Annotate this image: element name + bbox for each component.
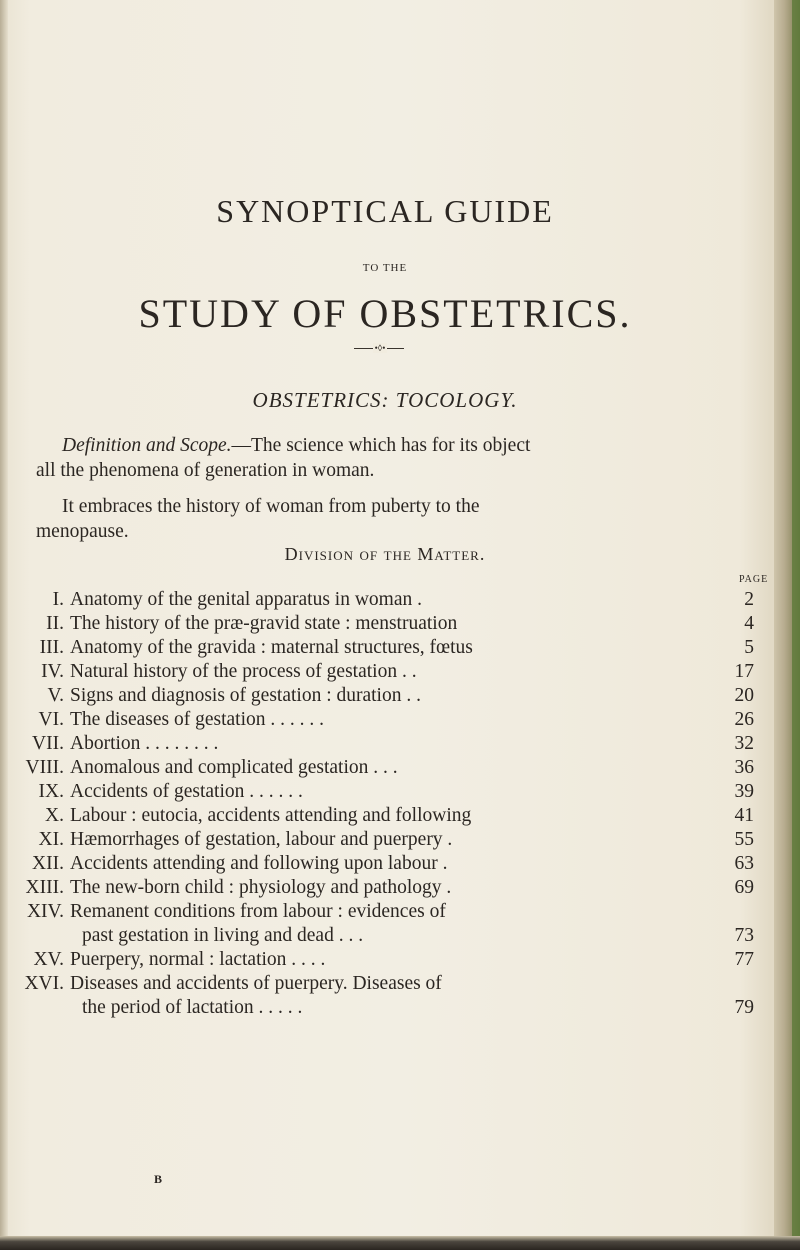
chapter-title: The history of the præ-gravid state : menstruation	[70, 613, 458, 634]
chapter-title: Anatomy of the gravida : maternal structures, fœtus	[70, 637, 473, 658]
chapter-page: 41	[734, 805, 754, 826]
definition-label: Definition and Scope.	[62, 435, 232, 456]
chapter-title: Accidents of gestation . . . . . .	[70, 781, 303, 802]
chapter-title: Anatomy of the genital apparatus in woman .	[70, 589, 422, 610]
chapter-number: X.	[45, 805, 64, 826]
chapter-page: 4	[744, 613, 754, 634]
chapter-number: V.	[47, 685, 64, 706]
chapter-title: past gestation in living and dead . . .	[82, 925, 364, 946]
page-left-edge	[0, 0, 8, 1250]
title-line-3: STUDY OF OBSTETRICS.	[138, 291, 632, 336]
chapter-title: Abortion . . . . . . . .	[70, 733, 219, 754]
chapter-page: 32	[734, 733, 754, 754]
chapter-title: Diseases and accidents of puerpery. Diseases of	[70, 973, 442, 994]
page-column-label: PAGE	[739, 574, 769, 585]
chapter-number: IV.	[41, 661, 64, 682]
chapter-number: II.	[46, 613, 64, 634]
chapter-page: 20	[734, 685, 754, 706]
chapter-page: 77	[734, 949, 754, 970]
chapter-page: 55	[734, 829, 754, 850]
chapter-title: the period of lactation . . . . .	[82, 997, 303, 1018]
title-line-1: SYNOPTICAL GUIDE	[216, 193, 554, 229]
chapter-number: XI.	[38, 829, 64, 850]
chapter-page: 39	[734, 781, 754, 802]
chapter-title: Signs and diagnosis of gestation : duration . .	[70, 685, 421, 706]
chapter-page: 73	[734, 925, 754, 946]
chapter-title: Accidents attending and following upon labour .	[70, 853, 448, 874]
chapter-title: Natural history of the process of gestation . .	[70, 661, 417, 682]
signature-mark: B	[154, 1172, 163, 1186]
chapter-number: I.	[52, 589, 64, 610]
definition-line-4: menopause.	[36, 521, 129, 542]
chapter-title: The diseases of gestation . . . . . .	[70, 709, 324, 730]
chapter-number: IX.	[38, 781, 64, 802]
division-heading: Division of the Matter.	[284, 544, 486, 564]
chapter-page: 63	[734, 853, 754, 874]
chapter-title: Labour : eutocia, accidents attending and following	[70, 805, 472, 826]
chapter-title: Remanent conditions from labour : evidences of	[70, 901, 446, 922]
chapter-page: 69	[734, 877, 754, 898]
definition-line-2: all the phenomena of generation in woman.	[36, 460, 375, 481]
chapter-title: Hæmorrhages of gestation, labour and puerpery .	[70, 829, 453, 850]
chapter-title: Puerpery, normal : lactation . . . .	[70, 949, 326, 970]
chapter-number: VIII.	[25, 757, 64, 778]
ornament-glyph: •◊•	[374, 343, 386, 353]
definition-text: —The science which has for its object	[231, 435, 531, 456]
title-line-2: TO THE	[362, 262, 408, 274]
definition-line-3: It embraces the history of woman from puberty to the	[62, 496, 480, 517]
chapter-number: XIV.	[26, 901, 64, 922]
chapter-number: XVI.	[24, 973, 64, 994]
chapter-page: 5	[744, 637, 754, 658]
chapter-number: III.	[39, 637, 64, 658]
chapter-number: VII.	[32, 733, 64, 754]
definition-line-1	[62, 433, 530, 458]
chapter-page: 36	[734, 757, 754, 778]
chapter-number: VI.	[38, 709, 64, 730]
chapter-page: 17	[734, 661, 754, 682]
spine-binding	[792, 0, 800, 1250]
chapter-page: 26	[734, 709, 754, 730]
page-bottom-edge	[0, 1236, 800, 1250]
section-subtitle: OBSTETRICS: TOCOLOGY.	[252, 388, 518, 412]
chapter-title: The new-born child : physiology and pathology .	[70, 877, 452, 898]
chapter-page: 2	[744, 589, 754, 610]
chapter-number: XIII.	[25, 877, 64, 898]
chapter-title: Anomalous and complicated gestation . . .	[70, 757, 398, 778]
chapter-page: 79	[734, 997, 754, 1018]
chapter-number: XII.	[32, 853, 64, 874]
chapter-number: XV.	[33, 949, 64, 970]
